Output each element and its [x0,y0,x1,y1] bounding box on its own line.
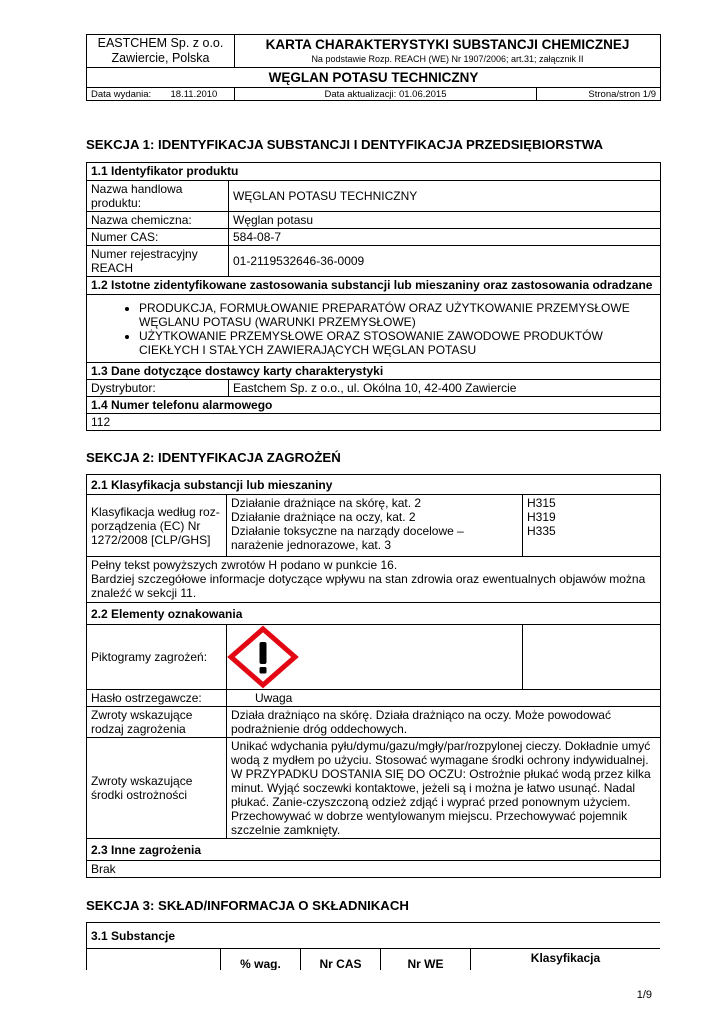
use-item-2: • UŻYTKOWANIE PRZEMYSŁOWE ORAZ STOSOWANIE ZAWODOWE PRODUKTÓW CIEKŁYCH I STAŁYCH ZAWIERAJĄCYCH WĘGLAN POTASU [139,329,656,357]
heading-1-3: 1.3 Dane dotyczące dostawcy karty charakterystyki [87,363,661,380]
section-3-table [86,922,660,970]
heading-1-4: 1.4 Numer telefonu alarmowego [87,397,661,414]
full-text-note [87,557,661,603]
trade-name: WĘGLAN POTASU TECHNICZNY [229,181,661,212]
emergency-phone: 112 [87,414,661,431]
distributor: Eastchem Sp. z o.o., ul. Okólna 10, 42-400 Zawiercie [229,380,661,397]
page-footer: 1/9 [636,989,652,1001]
section-2-table [86,474,661,878]
hazard-statements: Działa drażniąco na skórę. Działa drażniąco na oczy. Może powodować podrażnienie dróg oddechowych. [227,707,661,738]
classification-label: Klasyfikacja według roz-porządzenia (EC) Nr 1272/2008 [CLP/GHS] [87,495,227,557]
section-3-table-clip [86,922,660,970]
precaution-statements: Unikać wdychania pyłu/dymu/gazu/mgły/par/rozpylonej cieczy. Dokładnie umyć wodą z mydłem po użyciu. Stosować wymagane środki ochrony indywidualnej. W PRZYPADKU DOSTANIA SIĘ DO OCZU: Ostrożnie płukać wodą przez kilka minut. Wyjąć soczewki kontaktowe, jeżeli są i można je łatwo usunąć. Nadal płukać. Zanie-czyszczoną odzież zdjąć i wyprać przed ponownym użyciem. Przechowywać w dobrze wentylowanym miejscu. Przechowywać pojemnik szczelnie zamknięty. [227,738,661,839]
document-header [86,34,661,101]
heading-2-2: 2.2 Elementy oznakowania [87,603,661,625]
heading-2-1: 2.1 Klasyfikacja substancji lub mieszaniny [87,475,661,495]
code-2: H319 [527,510,556,524]
uses-cell [87,295,661,363]
uses-list [91,301,656,357]
exclamation-mark-icon [227,625,299,689]
full-text-2: Bardziej szczegółowe informacje dotyczące wpływu na stan zdrowia oraz ewentualnych objawów można znaleźć w sekcji 11. [91,572,646,600]
pictograms-cell [227,625,523,690]
signal-label: Hasło ostrzegawcze: [87,690,227,707]
reach-label-line-2: REACH [91,261,134,275]
reach-number: 01-2119532646-36-0009 [229,246,661,277]
doc-title-cell [235,35,661,68]
pictograms-label: Piktogramy zagrożeń: [87,625,227,690]
heading-2-3: 2.3 Inne zagrożenia [87,839,661,861]
doc-title: KARTA CHARAKTERYSTYKI SUBSTANCJI CHEMICZNEJ [265,37,630,52]
reach-label-line-1: Numer rejestracyjny [91,247,198,261]
heading-3-1: 3.1 Substancje [87,923,661,949]
company-location: Zawiercie, Polska [111,51,210,65]
cas-label: Numer CAS: [87,229,229,246]
chem-name-label: Nazwa chemiczna: [87,212,229,229]
section-1-title: SEKCJA 1: IDENTYFIKACJA SUBSTANCJI I DENTYFIKACJA PRZEDSIĘBIORSTWA [86,137,604,152]
heading-1-2: 1.2 Istotne zidentyfikowane zastosowania substancji lub mieszaniny oraz zastosowania odradzane [87,277,661,295]
col-we: Nr WE [381,949,471,971]
col-substance [87,949,221,971]
code-1: H315 [527,496,556,510]
heading-1-1: 1.1 Identyfikator produktu [87,163,661,181]
distributor-label: Dystrybutor: [87,380,229,397]
hazard-statements-label: Zwroty wskazujące rodzaj zagrożenia [87,707,227,738]
hazard-codes [523,495,661,557]
full-text-1: Pełny tekst powyższych zwrotów H podano w punkcie 16. [91,558,398,572]
code-3: H335 [527,524,556,538]
section-1-table [86,162,661,431]
hazard-3: Działanie toksyczne na narządy docelowe – narażenie jednorazowe, kat. 3 [231,524,464,552]
other-hazards: Brak [87,861,661,878]
doc-basis: Na podstawie Rozp. REACH (WE) Nr 1907/2006; art.31; załącznik II [311,54,584,64]
col-wag: % wag. [221,949,301,971]
use-item-1: • PRODUKCJA, FORMUŁOWANIE PREPARATÓW ORAZ UŻYTKOWANIE PRZEMYSŁOWE WĘGLANU POTASU (WARUNKI PRZEMYSŁOWE) [139,301,656,329]
trade-name-label: Nazwa handlowa produktu: [87,181,229,212]
col-classification: Klasyfikacja [471,949,661,971]
chem-name: Węglan potasu [229,212,661,229]
company-name: EASTCHEM Sp. z o.o. [97,36,224,50]
reach-label [87,246,229,277]
product-title: WĘGLAN POTASU TECHNICZNY [87,68,661,88]
page-counter: Strona/stron 1/9 [537,88,661,101]
hazard-1: Działanie drażniące na skórę, kat. 2 [231,496,422,510]
company-cell [87,35,235,68]
precaution-label: Zwroty wskazujące środki ostrożności [87,738,227,839]
section-2-title: SEKCJA 2: IDENTYFIKACJA ZAGROŻEŃ [86,450,341,465]
signal-word: Uwaga [227,690,661,707]
issue-label: Data wydania: [91,88,152,100]
cas-number: 584-08-7 [229,229,661,246]
section-3-title: SEKCJA 3: SKŁAD/INFORMACJA O SKŁADNIKACH [86,898,409,913]
hazard-list [227,495,523,557]
hazard-2: Działanie drażniące na oczy, kat. 2 [231,510,416,524]
issue-date: 18.11.2010 [170,88,218,100]
issue-date-cell [87,88,235,101]
col-cas: Nr CAS [301,949,381,971]
update-date: Data aktualizacji: 01.06.2015 [235,88,537,101]
pictograms-spacer [523,625,661,690]
